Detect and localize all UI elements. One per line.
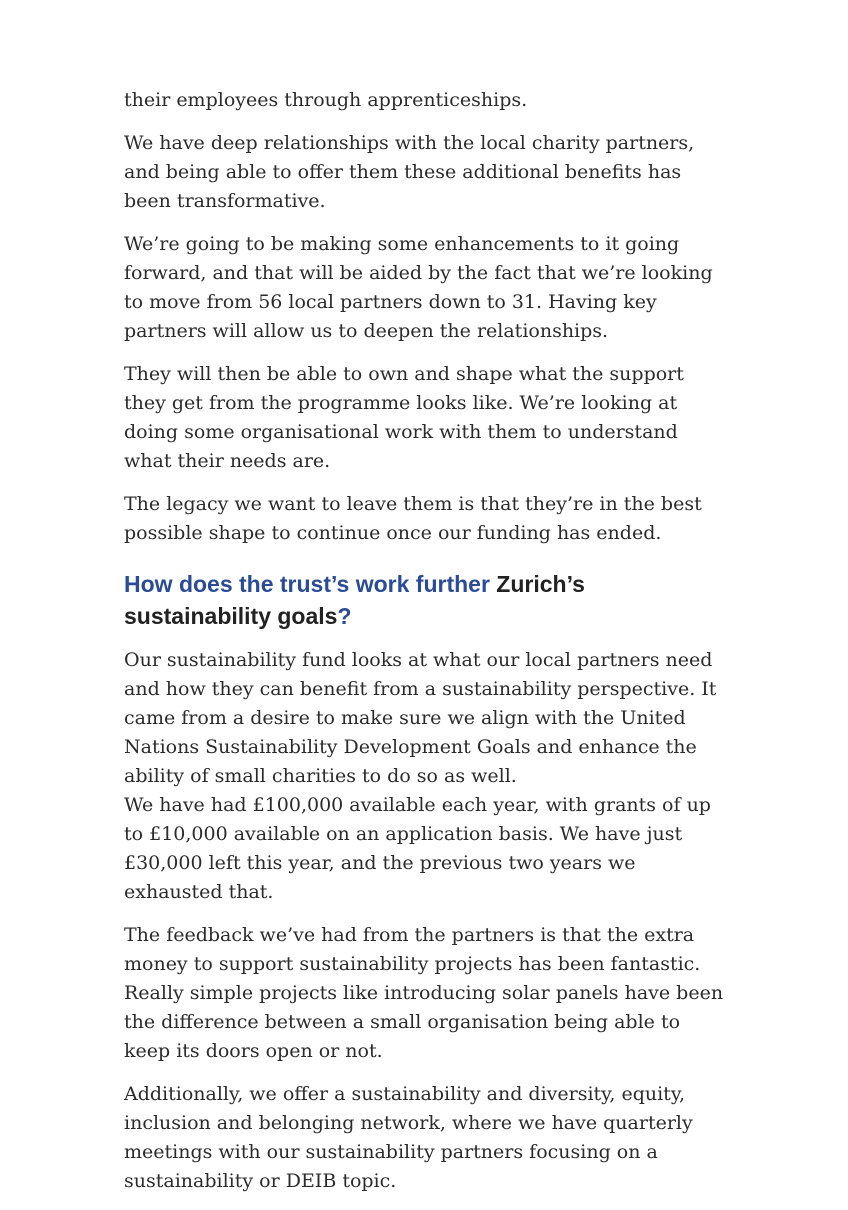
paragraph-legacy: The legacy we want to leave them is that they’re in the best possible shape to continue once our funding has ended.	[124, 493, 702, 544]
document-page	[124, 86, 724, 1210]
paragraph-sustainability-fund: Our sustainability fund looks at what our local partners need and how they can benefit from a sustainability perspective. It came from a desire to make sure we align with the United Nations Sustainability Development Goals and enhance the ability of small charities to do so as well.	[124, 649, 717, 787]
paragraph-network: Additionally, we offer a sustainability and diversity, equity, inclusion and belonging network, where we have quarterly meetings with our sustainability partners focusing on a sustainability or DEIB topic.	[124, 1083, 693, 1192]
paragraph-apprenticeships: their employees through apprenticeships.	[124, 89, 528, 111]
section-heading	[124, 568, 724, 632]
paragraph-own-and-shape: They will then be able to own and shape what the support they get from the programme looks like. We’re looking at doing some organisational work with them to understand what their needs are.	[124, 363, 684, 472]
heading-part-dark: Zurich’s sustainability goals	[124, 571, 585, 629]
paragraph-relationships: We have deep relationships with the local charity partners, and being able to offer them these additional benefits has been transformative.	[124, 132, 695, 212]
paragraph-feedback: The feedback we’ve had from the partners is that the extra money to support sustainability projects has been fantastic. Really simple projects like introducing solar panels have been the difference between a small organisation being able to keep its doors open or not.	[124, 924, 724, 1062]
heading-part-blue: How does the trust’s work further	[124, 571, 490, 597]
paragraph-enhancements: We’re going to be making some enhancements to it going forward, and that will be aided by the fact that we’re looking to move from 56 local partners down to 31. Having key partners will allow us to deepen the relationships.	[124, 233, 713, 342]
heading-question-mark: ?	[337, 603, 352, 629]
paragraph-grants: We have had £100,000 available each year, with grants of up to £10,000 available on an application basis. We have just £30,000 left this year, and the previous two years we exhausted that.	[124, 794, 711, 903]
